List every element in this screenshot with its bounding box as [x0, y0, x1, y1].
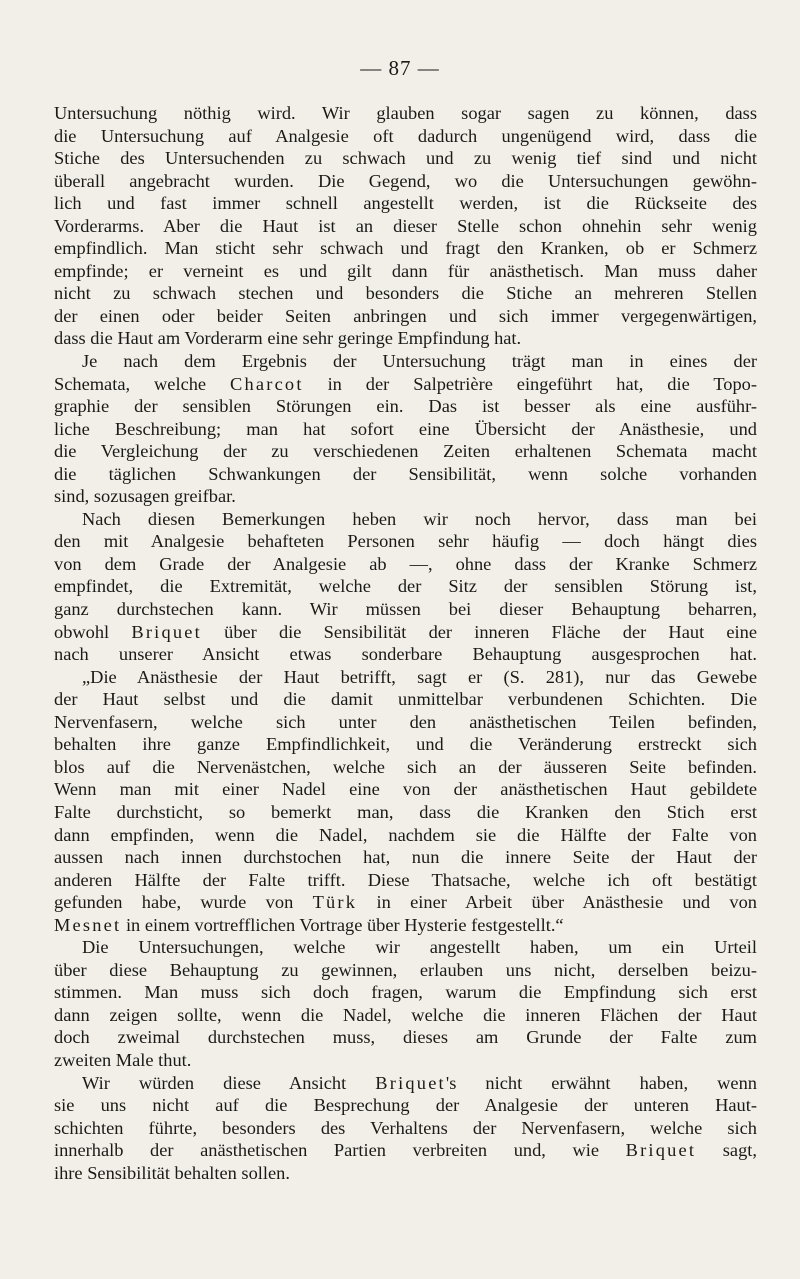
text-line: Wenn man mit einer Nadel eine von der anästhetischen Haut gebildete	[54, 779, 757, 800]
text-line: anderen Hälfte der Falte trifft. Diese Thatsache, welche ich oft bestätigt	[54, 869, 757, 890]
text-line: schichten führte, besonders des Verhaltens der Nervenfasern, welche sich	[54, 1117, 757, 1138]
text-line: sie uns nicht auf die Besprechung der Analgesie der unteren Haut-	[54, 1095, 757, 1116]
text-line: Mesnet in einem vortrefflichen Vortrage über Hysterie festgestellt.“	[54, 914, 564, 935]
author-name: Briquet	[131, 621, 202, 642]
text-line: von dem Grade der Analgesie ab —, ohne dass der Kranke Schmerz	[54, 553, 757, 574]
author-name: Mesnet	[54, 914, 122, 935]
text-line: empfindet, die Extremität, welche der Sitz der sensiblen Störung ist,	[54, 576, 757, 597]
text-line: über diese Behauptung zu gewinnen, erlauben uns nicht, derselben beizu-	[54, 959, 757, 980]
text-line: innerhalb der anästhetischen Partien verbreiten und, wie Briquet sagt,	[54, 1140, 757, 1161]
text-line: empfindlich. Man sticht sehr schwach und fragt den Kranken, ob er Schmerz	[54, 238, 757, 259]
author-name: Briquet	[625, 1140, 697, 1161]
text-line: Nervenfasern, welche sich unter den anästhetischen Teilen befinden,	[54, 711, 757, 732]
text-line: Wir würden diese Ansicht Briquet's nicht erwähnt haben, wenn	[82, 1072, 757, 1093]
body-text	[54, 102, 757, 1184]
text-line: aussen nach innen durchstochen hat, nun die innere Seite der Haut der	[54, 847, 757, 868]
text-line: dann empfinden, wenn die Nadel, nachdem sie die Hälfte der Falte von	[54, 824, 757, 845]
text-line: dann zeigen sollte, wenn die Nadel, welche die inneren Flächen der Haut	[54, 1004, 757, 1025]
text-line: ganz durchstechen kann. Wir müssen bei dieser Behauptung beharren,	[54, 599, 757, 620]
text-line: der Haut selbst und die damit unmittelbar verbundenen Schichten. Die	[54, 689, 757, 710]
author-name: Briquet	[375, 1072, 446, 1093]
text-line: der einen oder beider Seiten anbringen und sich immer vergegenwärtigen,	[54, 305, 757, 326]
text-line: nicht zu schwach stechen und besonders die Stiche an mehreren Stellen	[54, 283, 757, 304]
text-line: sind, sozusagen greifbar.	[54, 486, 236, 507]
text-line: „Die Anästhesie der Haut betrifft, sagt er (S. 281), nur das Gewebe	[82, 666, 757, 687]
text-line: gefunden habe, wurde von Türk in einer Arbeit über Anästhesie und von	[54, 892, 757, 913]
text-line: Untersuchung nöthig wird. Wir glauben sogar sagen zu können, dass	[54, 103, 757, 123]
text-line: behalten ihre ganze Empfindlichkeit, und die Veränderung erstreckt sich	[54, 734, 757, 755]
text-line: liche Beschreibung; man hat sofort eine Übersicht der Anästhesie, und	[54, 418, 757, 439]
text-line: ihre Sensibilität behalten sollen.	[54, 1162, 290, 1183]
text-line: Stiche des Untersuchenden zu schwach und zu wenig tief sind und nicht	[54, 148, 757, 169]
text-line: die täglichen Schwankungen der Sensibilität, wenn solche vorhanden	[54, 463, 757, 484]
text-line: Nach diesen Bemerkungen heben wir noch hervor, dass man bei	[82, 508, 757, 529]
text-line: Vorderarms. Aber die Haut ist an dieser Stelle schon ohnehin sehr wenig	[54, 215, 757, 236]
text-line: blos auf die Nervenästchen, welche sich an der äusseren Seite befinden.	[54, 756, 757, 777]
text-line: stimmen. Man muss sich doch fragen, warum die Empfindung sich erst	[54, 982, 757, 1003]
text-line: nach unserer Ansicht etwas sonderbare Behauptung ausgesprochen hat.	[54, 644, 757, 665]
author-name: Türk	[312, 892, 358, 913]
text-line: die Untersuchung auf Analgesie oft dadurch ungenügend wird, dass die	[54, 125, 757, 146]
text-line: die Vergleichung der zu verschiedenen Zeiten erhaltenen Schemata macht	[54, 441, 757, 462]
text-line: empfinde; er verneint es und gilt dann für anästhetisch. Man muss daher	[54, 260, 757, 281]
text-line: Je nach dem Ergebnis der Untersuchung trägt man in eines der	[82, 351, 757, 372]
text-line: lich und fast immer schnell angestellt werden, ist die Rückseite des	[54, 193, 757, 214]
text-line: graphie der sensiblen Störungen ein. Das ist besser als eine ausführ-	[54, 396, 757, 417]
text-line: doch zweimal durchstechen muss, dieses am Grunde der Falte zum	[54, 1027, 757, 1048]
author-name: Charcot	[230, 373, 304, 394]
text-line: den mit Analgesie behafteten Personen sehr häufig — doch hängt dies	[54, 531, 757, 552]
text-line: Schemata, welche Charcot in der Salpetrière eingeführt hat, die Topo-	[54, 373, 757, 394]
text-line: zweiten Male thut.	[54, 1049, 192, 1070]
text-line: dass die Haut am Vorderarm eine sehr geringe Empfindung hat.	[54, 328, 522, 349]
text-line: Falte durchsticht, so bemerkt man, dass die Kranken den Stich erst	[54, 801, 757, 822]
text-line: überall angebracht wurden. Die Gegend, wo die Untersuchungen gewöhn-	[54, 170, 757, 191]
text-line: Die Untersuchungen, welche wir angestellt haben, um ein Urteil	[82, 937, 757, 958]
text-line: obwohl Briquet über die Sensibilität der inneren Fläche der Haut eine	[54, 621, 757, 642]
page-number: — 87 —	[360, 56, 440, 80]
